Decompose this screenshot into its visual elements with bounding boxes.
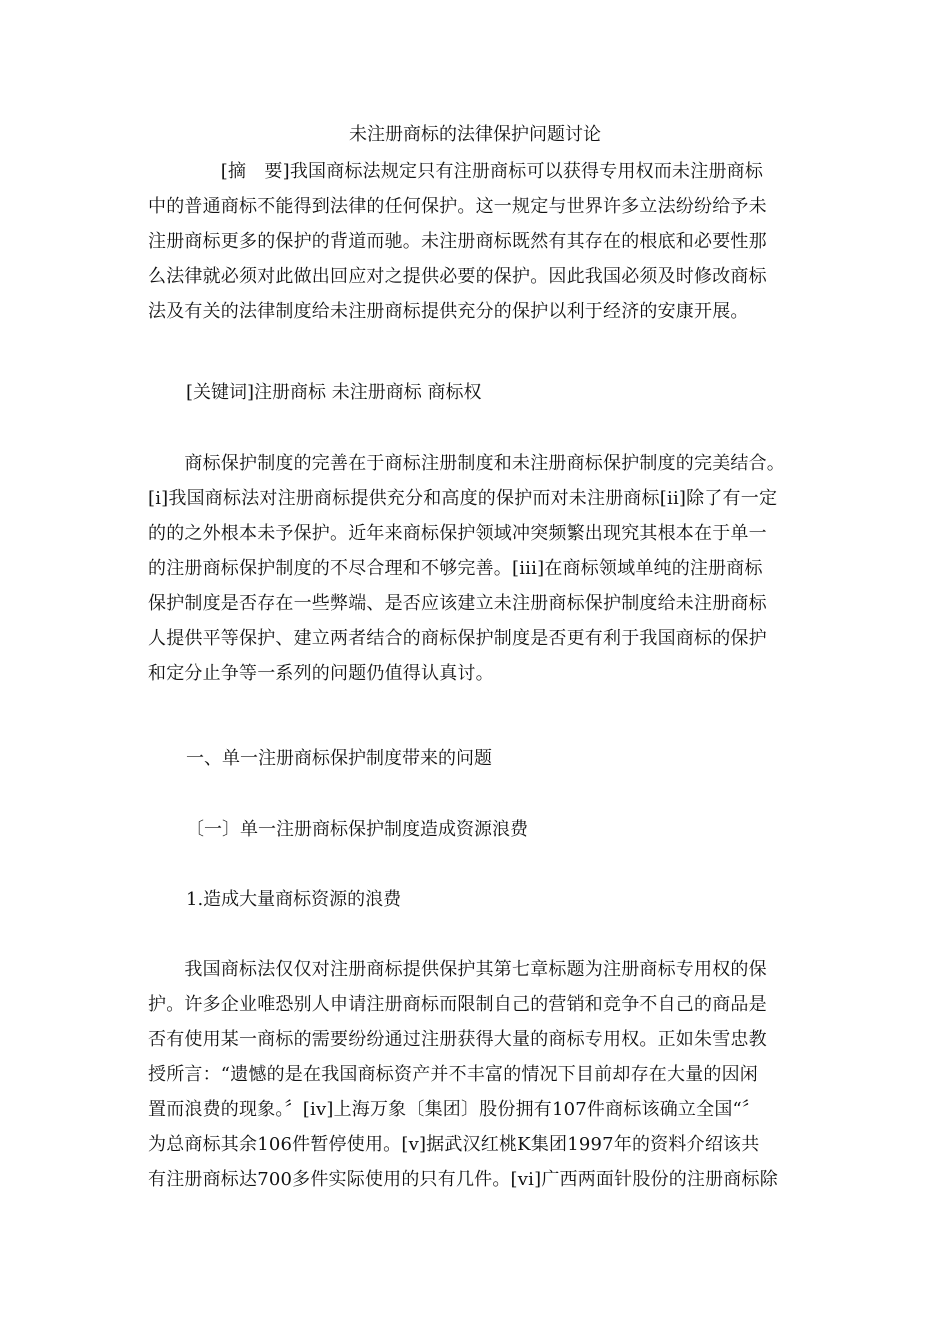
intro-line: 的注册商标保护制度的不尽合理和不够完善。[iii]在商标领域单纯的注册商标: [148, 558, 763, 579]
body-line: 授所言：“遗憾的是在我国商标资产并不丰富的情况下目前却存在大量的因闲: [148, 1064, 758, 1085]
abstract-line: [摘 要]我国商标法规定只有注册商标可以获得专用权而未注册商标: [148, 161, 764, 182]
intro-line: 的的之外根本未予保护。近年来商标保护领域冲突频繁出现究其根本在于单一: [148, 523, 767, 544]
abstract-line: 法及有关的法律制度给未注册商标提供充分的保护以利于经济的安康开展。: [148, 301, 749, 322]
body-line: 置而浪费的现象。〞[iv]上海万象〔集团〕股份拥有107件商标该确立全国“〞: [148, 1099, 761, 1120]
body-line: 护。许多企业唯恐别人申请注册商标而限制自己的营销和竞争不自己的商品是: [148, 994, 767, 1015]
body-line: 我国商标法仅仅对注册商标提供保护其第七章标题为注册商标专用权的保: [148, 959, 767, 980]
intro-line: 保护制度是否存在一些弊端、是否应该建立未注册商标保护制度给未注册商标: [148, 593, 767, 614]
intro-line: 商标保护制度的完善在于商标注册制度和未注册商标保护制度的完美结合。: [148, 453, 785, 474]
abstract-paragraph: [148, 154, 818, 329]
body-paragraph: [148, 952, 818, 1197]
intro-line: 人提供平等保护、建立两者结合的商标保护制度是否更有利于我国商标的保护: [148, 628, 767, 649]
section-heading-1-1: 〔一〕单一注册商标保护制度造成资源浪费: [186, 819, 528, 840]
body-line: 有注册商标达700多件实际使用的只有几件。[vi]广西两面针股份的注册商标除: [148, 1169, 778, 1190]
body-line: 为总商标其余106件暂停使用。[v]据武汉红桃K集团1997年的资料介绍该共: [148, 1134, 760, 1155]
intro-paragraph: [148, 446, 818, 691]
abstract-line: 么法律就必须对此做出回应对之提供必要的保护。因此我国必须及时修改商标: [148, 266, 767, 287]
body-line: 否有使用某一商标的需要纷纷通过注册获得大量的商标专用权。正如朱雪忠教: [148, 1029, 767, 1050]
section-heading-1-1-1: 1.造成大量商标资源的浪费: [186, 889, 402, 910]
keywords-line: [关键词]注册商标 未注册商标 商标权: [186, 382, 482, 403]
section-heading-1: 一、单一注册商标保护制度带来的问题: [186, 748, 492, 769]
intro-line: [i]我国商标法对注册商标提供充分和高度的保护而对未注册商标[ii]除了有一定: [148, 488, 778, 509]
abstract-line: 中的普通商标不能得到法律的任何保护。这一规定与世界许多立法纷纷给予未: [148, 196, 767, 217]
intro-line: 和定分止争等一系列的问题仍值得认真讨。: [148, 663, 494, 684]
abstract-line: 注册商标更多的保护的背道而驰。未注册商标既然有其存在的根底和必要性那: [148, 231, 767, 252]
document-title: 未注册商标的法律保护问题讨论: [349, 124, 601, 145]
